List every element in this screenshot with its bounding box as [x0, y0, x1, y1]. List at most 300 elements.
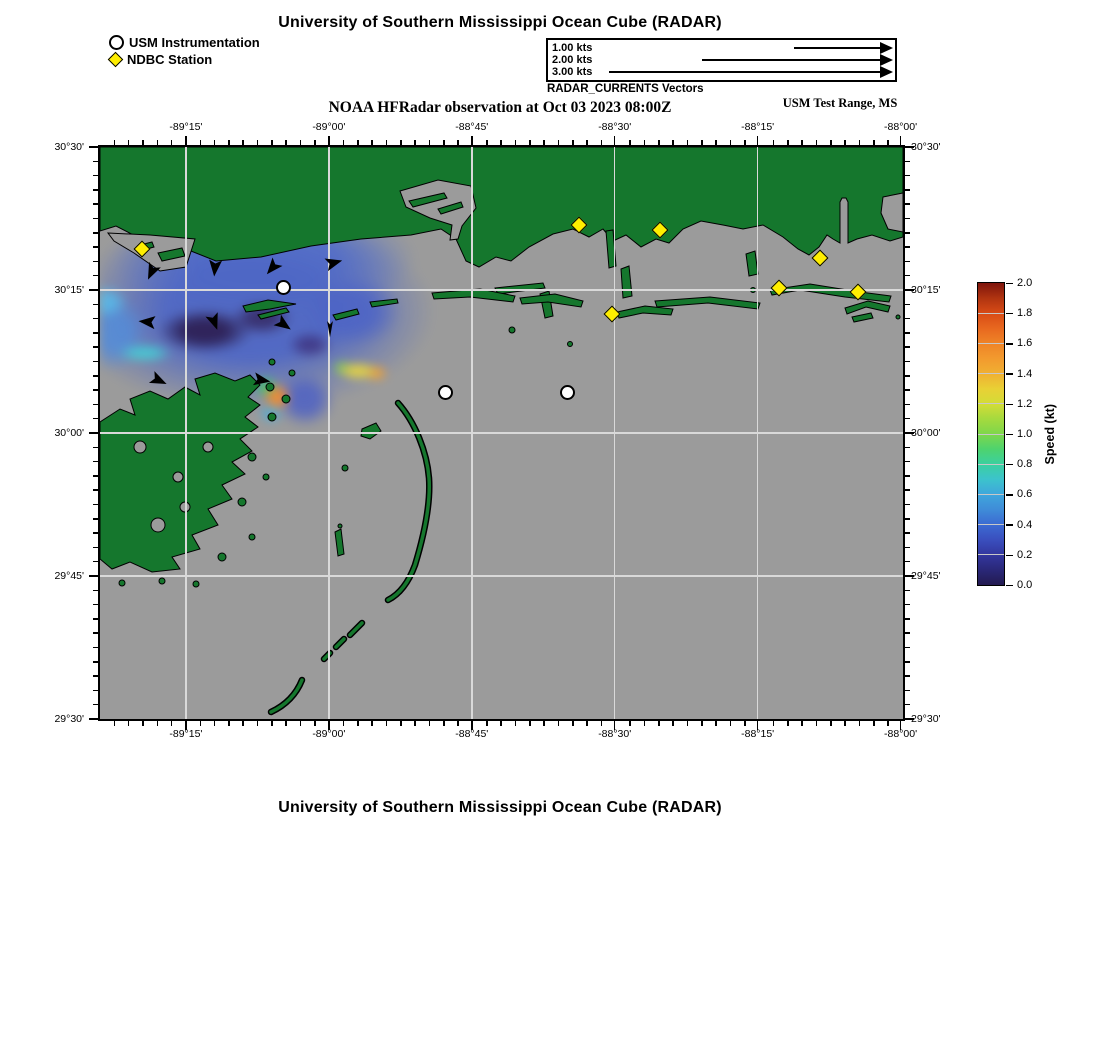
gridline-latitude — [100, 432, 903, 434]
axis-tick — [887, 721, 889, 726]
axis-tick — [93, 690, 98, 692]
colorbar-tick — [1006, 434, 1013, 436]
vector-scale-caption: RADAR_CURRENTS Vectors — [547, 83, 704, 95]
axis-tick — [844, 140, 846, 145]
vector-scale-row — [548, 66, 895, 78]
axis-tick — [816, 140, 818, 145]
axis-tick — [905, 261, 910, 263]
marsh-islet — [266, 383, 274, 391]
colorbar-tick-label: 0.4 — [1017, 518, 1033, 531]
marsh-pond — [151, 518, 165, 532]
map-canvas — [100, 147, 903, 719]
colorbar-tick-label: 0.6 — [1017, 488, 1033, 501]
marsh-islet — [238, 498, 246, 506]
axis-tick — [93, 404, 98, 406]
axis-tick — [128, 140, 130, 145]
axis-tick — [644, 721, 646, 726]
axis-tick — [93, 389, 98, 391]
marsh-islet — [289, 370, 295, 376]
axis-tick — [429, 721, 431, 726]
islet — [335, 529, 344, 556]
axis-tick — [400, 721, 402, 726]
axis-tick — [228, 140, 230, 145]
axis-tick — [905, 404, 910, 406]
x-axis-label-bottom: -88°30' — [598, 728, 632, 740]
axis-tick — [658, 140, 660, 145]
axis-tick — [171, 721, 173, 726]
colorbar-tick — [1006, 283, 1013, 285]
colorbar-tick — [1006, 313, 1013, 315]
axis-tick — [905, 475, 910, 477]
y-axis-label-left: 29°30' — [54, 713, 84, 725]
map-plot-area — [98, 145, 905, 721]
axis-tick — [93, 547, 98, 549]
axis-tick — [128, 721, 130, 726]
marsh-islet — [282, 395, 290, 403]
axis-tick — [905, 275, 910, 277]
vector-scale-box — [546, 38, 897, 82]
axis-tick — [93, 275, 98, 277]
axis-tick — [830, 721, 832, 726]
legend-row-usm — [109, 35, 260, 50]
axis-tick — [157, 721, 159, 726]
axis-tick — [300, 721, 302, 726]
axis-tick — [905, 532, 910, 534]
axis-tick — [601, 140, 603, 145]
axis-tick — [300, 140, 302, 145]
vector-scale-line — [794, 47, 881, 49]
usm-instrumentation-marker — [276, 280, 291, 295]
axis-tick — [357, 721, 359, 726]
axis-tick — [486, 721, 488, 726]
axis-tick — [414, 721, 416, 726]
colorbar-tick-label: 1.2 — [1017, 397, 1033, 410]
axis-tick — [89, 432, 98, 434]
axis-tick — [744, 721, 746, 726]
colorbar-tick — [1006, 373, 1013, 375]
islet — [338, 524, 342, 528]
colorbar-tick — [1006, 404, 1013, 406]
axis-tick — [93, 532, 98, 534]
axis-tick — [586, 140, 588, 145]
axis-tick — [93, 246, 98, 248]
colorbar-tick — [1006, 555, 1013, 557]
axis-tick — [515, 140, 517, 145]
axis-tick — [905, 704, 910, 706]
axis-tick — [905, 161, 910, 163]
barrier-island — [370, 299, 398, 307]
axis-tick — [93, 189, 98, 191]
axis-tick — [93, 632, 98, 634]
axis-tick — [93, 561, 98, 563]
axis-tick — [905, 218, 910, 220]
marsh-islet — [268, 413, 276, 421]
x-axis-label-top: -89°15' — [169, 121, 203, 133]
axis-tick — [93, 504, 98, 506]
axis-tick — [730, 721, 732, 726]
axis-tick — [543, 140, 545, 145]
axis-tick — [93, 318, 98, 320]
axis-tick — [443, 140, 445, 145]
axis-tick — [905, 561, 910, 563]
x-axis-label-bottom: -89°00' — [312, 728, 346, 740]
axis-tick — [457, 721, 459, 726]
axis-tick — [629, 140, 631, 145]
axis-tick — [93, 461, 98, 463]
usm-instrumentation-marker — [560, 385, 575, 400]
colorbar-tick — [1006, 464, 1013, 466]
axis-tick — [93, 375, 98, 377]
axis-tick — [89, 146, 98, 148]
vector-scale-label: 1.00 kts — [552, 42, 593, 54]
axis-tick — [873, 721, 875, 726]
x-axis-label-bottom: -88°45' — [455, 728, 489, 740]
vector-scale-label: 2.00 kts — [552, 54, 593, 66]
axis-tick — [93, 418, 98, 420]
axis-tick — [200, 140, 202, 145]
axis-tick — [371, 721, 373, 726]
axis-tick — [93, 332, 98, 334]
axis-tick — [257, 140, 259, 145]
axis-tick — [371, 140, 373, 145]
legend-label-usm: USM Instrumentation — [129, 35, 260, 50]
axis-tick — [93, 447, 98, 449]
axis-tick — [801, 140, 803, 145]
axis-tick — [905, 604, 910, 606]
axis-tick — [905, 189, 910, 191]
axis-tick — [314, 721, 316, 726]
colorbar-tick-label: 1.0 — [1017, 428, 1033, 440]
axis-tick — [157, 140, 159, 145]
axis-tick — [89, 575, 98, 577]
observation-subtitle: NOAA HFRadar observation at Oct 03 2023 08:00Z — [328, 99, 672, 116]
axis-tick — [629, 721, 631, 726]
colorbar-tick — [1006, 343, 1013, 345]
x-axis-label-top: -88°15' — [741, 121, 775, 133]
vector-scale-row — [548, 54, 895, 66]
axis-tick — [93, 518, 98, 520]
axis-tick — [672, 140, 674, 145]
legend-label-ndbc: NDBC Station — [127, 52, 213, 67]
vector-scale-line — [702, 59, 881, 61]
colorbar-title — [1040, 283, 1060, 585]
axis-tick — [905, 632, 910, 634]
colorbar-gridline — [978, 464, 1004, 465]
y-axis-label-right: 30°00' — [911, 427, 941, 439]
axis-tick — [93, 647, 98, 649]
axis-tick — [572, 140, 574, 145]
axis-tick — [500, 721, 502, 726]
axis-tick — [271, 140, 273, 145]
axis-tick — [816, 721, 818, 726]
axis-tick — [543, 721, 545, 726]
axis-tick — [171, 140, 173, 145]
axis-tick — [715, 721, 717, 726]
colorbar-tick — [1006, 585, 1013, 587]
axis-tick — [400, 140, 402, 145]
islet — [342, 465, 348, 471]
axis-tick — [905, 504, 910, 506]
marsh-islet — [193, 581, 199, 587]
legend-row-ndbc — [109, 52, 260, 67]
axis-tick — [905, 332, 910, 334]
axis-tick — [687, 140, 689, 145]
axis-tick — [572, 721, 574, 726]
axis-tick — [905, 246, 910, 248]
islet — [896, 315, 900, 319]
marsh-islet — [263, 474, 269, 480]
axis-tick — [343, 721, 345, 726]
usm-instrumentation-icon — [109, 35, 124, 50]
barrier-island — [655, 297, 760, 309]
colorbar-gridline — [978, 524, 1004, 525]
axis-tick — [343, 140, 345, 145]
axis-tick — [457, 140, 459, 145]
axis-tick — [905, 318, 910, 320]
axis-tick — [328, 136, 330, 145]
colorbar-tick-label: 1.6 — [1017, 337, 1033, 350]
axis-tick — [529, 721, 531, 726]
colorbar-title-text: Speed (kt) — [1043, 403, 1057, 465]
islet — [621, 266, 632, 298]
marsh-islet — [269, 359, 275, 365]
axis-tick — [93, 590, 98, 592]
axis-tick — [558, 721, 560, 726]
barrier-island — [845, 301, 890, 314]
axis-tick — [905, 418, 910, 420]
y-axis-label-right: 29°45' — [911, 570, 941, 582]
colorbar-tick-label: 0.2 — [1017, 548, 1033, 561]
axis-tick — [93, 218, 98, 220]
axis-tick — [773, 140, 775, 145]
axis-tick — [89, 718, 98, 720]
axis-tick — [114, 140, 116, 145]
axis-tick — [93, 489, 98, 491]
colorbar-tick-label: 0.0 — [1017, 579, 1033, 591]
axis-tick — [185, 136, 187, 145]
vector-arrowhead-icon — [880, 54, 893, 66]
axis-tick — [905, 618, 910, 620]
colorbar-tick — [1006, 524, 1013, 526]
axis-tick — [114, 721, 116, 726]
colorbar-tick-label: 2.0 — [1017, 277, 1033, 289]
axis-tick — [844, 721, 846, 726]
ndbc-station-icon — [108, 52, 124, 68]
axis-tick — [586, 721, 588, 726]
axis-tick — [214, 140, 216, 145]
axis-tick — [905, 304, 910, 306]
axis-tick — [859, 140, 861, 145]
colorbar-gridline — [978, 403, 1004, 404]
y-axis-label-right: 29°30' — [911, 713, 941, 725]
axis-tick — [386, 140, 388, 145]
axis-tick — [314, 140, 316, 145]
axis-tick — [558, 140, 560, 145]
axis-tick — [905, 675, 910, 677]
axis-tick — [142, 140, 144, 145]
axis-tick — [471, 136, 473, 145]
axis-tick — [744, 140, 746, 145]
gridline-latitude — [100, 575, 903, 577]
y-axis-label-left: 30°15' — [54, 284, 84, 296]
colorbar — [977, 282, 1005, 586]
x-axis-label-bottom: -88°00' — [884, 728, 918, 740]
y-axis-label-right: 30°15' — [911, 284, 941, 296]
axis-tick — [93, 704, 98, 706]
colorbar-tick-label: 0.8 — [1017, 458, 1033, 471]
axis-tick — [93, 346, 98, 348]
axis-tick — [801, 721, 803, 726]
vector-arrowhead-icon — [880, 66, 893, 78]
axis-tick — [93, 475, 98, 477]
axis-tick — [515, 721, 517, 726]
axis-tick — [142, 721, 144, 726]
axis-tick — [900, 136, 902, 145]
islet — [568, 342, 573, 347]
axis-tick — [93, 232, 98, 234]
x-axis-label-top: -88°00' — [884, 121, 918, 133]
axis-tick — [905, 647, 910, 649]
axis-tick — [905, 175, 910, 177]
axis-tick — [773, 721, 775, 726]
axis-tick — [386, 721, 388, 726]
barrier-island — [617, 306, 673, 318]
mainland-landmass — [100, 147, 903, 267]
barrier-island — [333, 309, 359, 320]
marsh-pond — [134, 441, 146, 453]
usm-instrumentation-marker — [438, 385, 453, 400]
axis-tick — [257, 721, 259, 726]
vector-scale-line — [609, 71, 881, 73]
axis-tick — [715, 140, 717, 145]
colorbar-tick-label: 1.8 — [1017, 307, 1033, 320]
axis-tick — [285, 140, 287, 145]
axis-tick — [443, 721, 445, 726]
marsh-islet — [248, 453, 256, 461]
axis-tick — [357, 140, 359, 145]
axis-tick — [93, 175, 98, 177]
vector-arrowhead-icon — [880, 42, 893, 54]
axis-tick — [93, 161, 98, 163]
range-label: USM Test Range, MS — [782, 96, 898, 110]
axis-tick — [905, 661, 910, 663]
axis-tick — [905, 346, 910, 348]
axis-tick — [214, 721, 216, 726]
marsh-islet — [249, 534, 255, 540]
colorbar-tick — [1006, 494, 1013, 496]
marker-legend — [109, 35, 260, 67]
axis-tick — [228, 721, 230, 726]
colorbar-tick-label: 1.4 — [1017, 367, 1033, 380]
axis-tick — [687, 721, 689, 726]
axis-tick — [658, 721, 660, 726]
figure-title-bottom: University of Southern Mississippi Ocean Cube (RADAR) — [278, 799, 722, 816]
axis-tick — [905, 547, 910, 549]
axis-tick — [614, 136, 616, 145]
axis-tick — [887, 140, 889, 145]
axis-tick — [601, 721, 603, 726]
axis-tick — [859, 721, 861, 726]
colorbar-gridline — [978, 554, 1004, 555]
axis-tick — [701, 721, 703, 726]
colorbar-gridline — [978, 494, 1004, 495]
axis-tick — [89, 289, 98, 291]
axis-tick — [93, 361, 98, 363]
axis-tick — [730, 140, 732, 145]
y-axis-label-left: 29°45' — [54, 570, 84, 582]
x-axis-label-bottom: -89°15' — [169, 728, 203, 740]
islet — [361, 423, 381, 439]
axis-tick — [757, 136, 759, 145]
y-axis-label-right: 30°30' — [911, 141, 941, 153]
axis-tick — [93, 675, 98, 677]
axis-tick — [905, 489, 910, 491]
x-axis-label-top: -88°30' — [598, 121, 632, 133]
axis-tick — [242, 721, 244, 726]
vector-scale-row — [548, 42, 895, 54]
axis-tick — [905, 389, 910, 391]
axis-tick — [200, 721, 202, 726]
axis-tick — [93, 304, 98, 306]
marsh-islet — [159, 578, 165, 584]
axis-tick — [873, 140, 875, 145]
axis-tick — [672, 721, 674, 726]
axis-tick — [905, 203, 910, 205]
axis-tick — [529, 140, 531, 145]
y-axis-label-left: 30°00' — [54, 427, 84, 439]
colorbar-gridline — [978, 373, 1004, 374]
colorbar-gridline — [978, 343, 1004, 344]
marsh-islet — [218, 553, 226, 561]
axis-tick — [701, 140, 703, 145]
axis-tick — [905, 461, 910, 463]
axis-tick — [271, 721, 273, 726]
axis-tick — [905, 375, 910, 377]
marsh-islet — [119, 580, 125, 586]
x-axis-label-top: -89°00' — [312, 121, 346, 133]
axis-tick — [905, 518, 910, 520]
axis-tick — [93, 203, 98, 205]
colorbar-gridline — [978, 434, 1004, 435]
marsh-pond — [173, 472, 183, 482]
barrier-island — [770, 284, 891, 302]
axis-tick — [500, 140, 502, 145]
axis-tick — [644, 140, 646, 145]
vector-scale-label: 3.00 kts — [552, 66, 593, 78]
axis-tick — [285, 721, 287, 726]
axis-tick — [486, 140, 488, 145]
x-axis-label-top: -88°45' — [455, 121, 489, 133]
y-axis-label-left: 30°30' — [54, 141, 84, 153]
axis-tick — [905, 447, 910, 449]
axis-tick — [242, 140, 244, 145]
figure-title-top: University of Southern Mississippi Ocean Cube (RADAR) — [278, 14, 722, 31]
islet — [509, 327, 515, 333]
axis-tick — [93, 261, 98, 263]
axis-tick — [830, 140, 832, 145]
axis-tick — [414, 140, 416, 145]
x-axis-label-bottom: -88°15' — [741, 728, 775, 740]
lower-island-arc-outline — [271, 680, 302, 712]
marsh-pond — [203, 442, 213, 452]
axis-tick — [905, 590, 910, 592]
axis-tick — [905, 361, 910, 363]
axis-tick — [787, 140, 789, 145]
axis-tick — [93, 618, 98, 620]
axis-tick — [93, 604, 98, 606]
axis-tick — [905, 690, 910, 692]
barrier-island — [852, 313, 873, 322]
